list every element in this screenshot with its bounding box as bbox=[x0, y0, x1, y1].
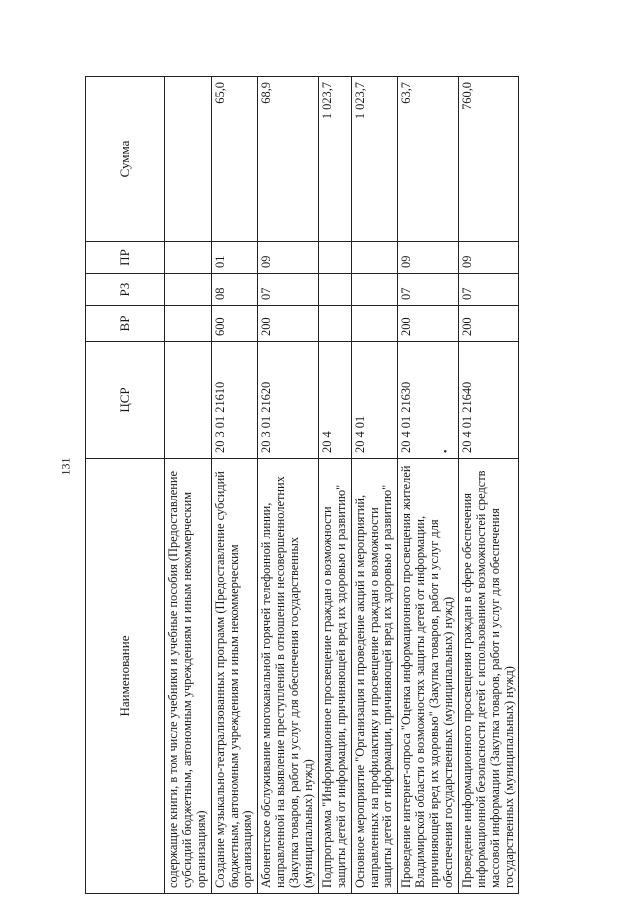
document-body bbox=[85, 77, 630, 894]
table-row bbox=[258, 77, 319, 894]
cell-vr bbox=[165, 306, 212, 342]
header-csr: ЦСР bbox=[86, 342, 165, 459]
header-name: Наименование bbox=[86, 459, 165, 894]
cell-pr: 09 bbox=[398, 242, 459, 274]
cell-rz: 07 bbox=[458, 274, 519, 306]
cell-pr bbox=[318, 242, 351, 274]
table-row bbox=[458, 77, 519, 894]
cell-rz bbox=[351, 274, 398, 306]
cell-pr: 01 bbox=[211, 242, 258, 274]
cell-pr bbox=[165, 242, 212, 274]
cell-sum: 68,9 bbox=[258, 77, 319, 242]
cell-pr bbox=[351, 242, 398, 274]
header-rz: РЗ bbox=[86, 274, 165, 306]
cell-csr: 20 4 01 21640 bbox=[458, 342, 519, 459]
cell-vr bbox=[318, 306, 351, 342]
cell-csr: 20 3 01 21610 bbox=[211, 342, 258, 459]
header-pr: ПР bbox=[86, 242, 165, 274]
cell-vr: 600 bbox=[211, 306, 258, 342]
cell-sum: 1 023,7 bbox=[351, 77, 398, 242]
table-row bbox=[398, 77, 459, 894]
header-vr: ВР bbox=[86, 306, 165, 342]
table-row bbox=[351, 77, 398, 894]
cell-csr bbox=[398, 342, 459, 459]
cell-name: Основное мероприятие "Организация и проведение акций и мероприятий, направленных на профилактику и просвещение граждан о возможности защиты детей от информации, причиняющей вред их здоровью и развитию" bbox=[351, 459, 398, 894]
cell-rz: 07 bbox=[258, 274, 319, 306]
cell-name: Проведение информационного просвещения граждан в сфере обеспечения информационной безопасности детей с использованием возможностей средств массовой информации (Закупка товаров, работ и услуг для обеспечения государственных (муниципальных) нужд) bbox=[458, 459, 519, 894]
cell-rz: 07 bbox=[398, 274, 459, 306]
bullet-dot: • bbox=[441, 449, 453, 453]
cell-csr bbox=[165, 342, 212, 459]
cell-vr: 200 bbox=[458, 306, 519, 342]
cell-sum: 65,0 bbox=[211, 77, 258, 242]
header-row bbox=[86, 77, 165, 894]
table-row bbox=[211, 77, 258, 894]
cell-vr bbox=[351, 306, 398, 342]
table-row bbox=[318, 77, 351, 894]
cell-csr: 20 4 bbox=[318, 342, 351, 459]
cell-vr: 200 bbox=[398, 306, 459, 342]
table-row bbox=[165, 77, 212, 894]
cell-rz bbox=[165, 274, 212, 306]
cell-sum: 1 023,7 bbox=[318, 77, 351, 242]
cell-csr: 20 3 01 21620 bbox=[258, 342, 319, 459]
cell-pr: 09 bbox=[258, 242, 319, 274]
cell-sum: 760,0 bbox=[458, 77, 519, 242]
cell-name: Подпрограмма "Информационное просвещение граждан о возможности защиты детей от информации, причиняющей вред их здоровью и развитию" bbox=[318, 459, 351, 894]
cell-csr-value: 20 4 01 21630 bbox=[399, 381, 414, 453]
cell-vr: 200 bbox=[258, 306, 319, 342]
cell-csr: 20 4 01 bbox=[351, 342, 398, 459]
budget-table bbox=[85, 76, 519, 894]
cell-pr: 09 bbox=[458, 242, 519, 274]
cell-name: Создание музыкально-театрализованных программ (Предоставление субсидий бюджетным, автономным учреждениям и иным некоммерческим организациям) bbox=[211, 459, 258, 894]
cell-name: Абонентское обслуживание многоканальной горячей телефонной линии, направленной на выявление преступлений в отношении несовершеннолетних (Закупка товаров, работ и услуг для обеспечения государственных (муниципальных) нужд) bbox=[258, 459, 319, 894]
cell-sum bbox=[165, 77, 212, 242]
header-sum: Сумма bbox=[86, 77, 165, 242]
cell-rz: 08 bbox=[211, 274, 258, 306]
cell-name: Проведение интернет-опроса "Оценка информационного просвещения жителей Владимирской области о возможностях защиты детей от информации, причиняющей вред их здоровью" (Закупка товаров, работ и услуг для обеспечения государственных (муниципальных) нужд) bbox=[398, 459, 459, 894]
rotated-table-wrapper bbox=[85, 77, 630, 894]
cell-sum: 63,7 bbox=[398, 77, 459, 242]
cell-name: содержащие книги, в том числе учебники и учебные пособия (Предоставление субсидий бюджетным, автономным учреждениям и иным некоммерческим организациям) bbox=[165, 459, 212, 894]
page-number: 131 bbox=[58, 457, 73, 476]
cell-rz bbox=[318, 274, 351, 306]
